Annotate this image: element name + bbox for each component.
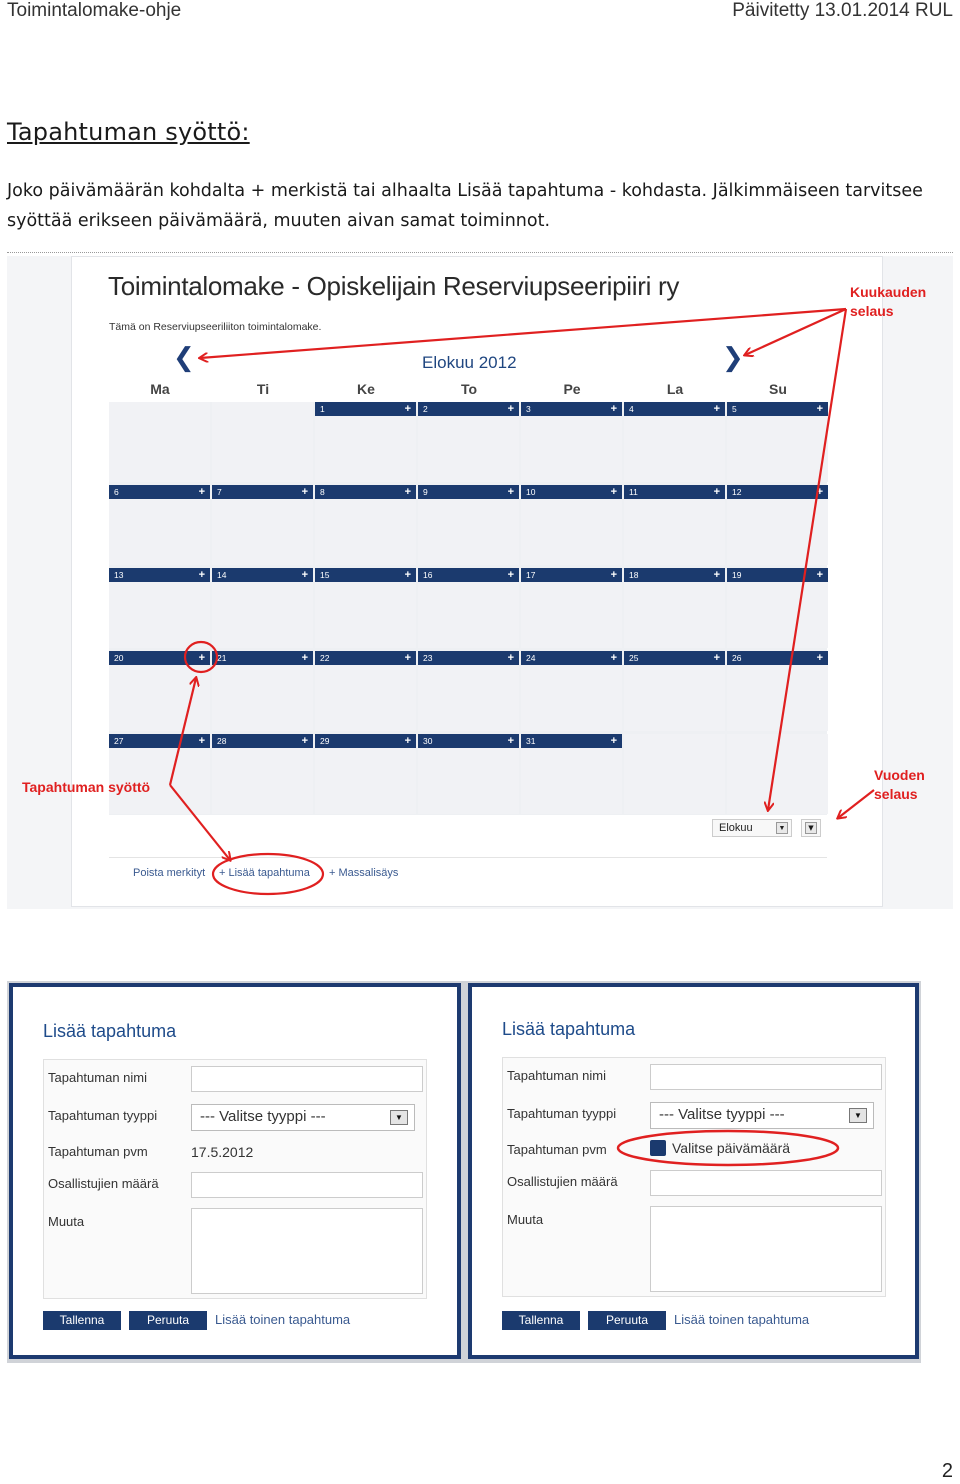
day-header bbox=[315, 402, 416, 416]
calendar-panel bbox=[71, 256, 883, 907]
chevron-down-icon[interactable]: ▼ bbox=[805, 822, 817, 834]
add-event-plus-icon[interactable]: + bbox=[713, 403, 720, 415]
form-fields bbox=[502, 1057, 886, 1297]
calendar-day-cell[interactable] bbox=[212, 568, 313, 648]
day-header bbox=[418, 651, 519, 665]
add-event-plus-icon[interactable]: + bbox=[507, 652, 514, 664]
weekday-header: Ti bbox=[256, 381, 270, 397]
day-header bbox=[109, 651, 210, 665]
calendar-day-cell[interactable] bbox=[521, 651, 622, 731]
intro-paragraph: Joko päivämäärän kohdalta + merkistä tai alhaalta Lisää tapahtuma - kohdasta. Jälkimmäiseen tarvitsee syöttää erikseen päivämäärä, muuten aivan samat toiminnot. bbox=[7, 181, 923, 231]
calendar-day-cell[interactable] bbox=[418, 485, 519, 565]
label-event-name: Tapahtuman nimi bbox=[48, 1070, 147, 1085]
calendar-day-cell[interactable] bbox=[109, 485, 210, 565]
add-event-plus-icon[interactable]: + bbox=[507, 569, 514, 581]
add-event-plus-icon[interactable]: + bbox=[816, 569, 823, 581]
day-header bbox=[418, 568, 519, 582]
calendar-day-cell[interactable] bbox=[212, 651, 313, 731]
day-header bbox=[418, 734, 519, 748]
day-number: 16 bbox=[423, 570, 433, 580]
date-picker[interactable] bbox=[650, 1140, 790, 1156]
day-header bbox=[212, 651, 313, 665]
dialog-title: Lisää tapahtuma bbox=[502, 1019, 636, 1039]
day-number: 8 bbox=[320, 487, 325, 497]
calendar-day-cell[interactable] bbox=[521, 402, 622, 482]
section-heading: Tapahtuman syöttö: bbox=[7, 118, 250, 146]
year-select[interactable] bbox=[801, 819, 821, 837]
day-header bbox=[315, 651, 416, 665]
label-event-date: Tapahtuman pvm bbox=[507, 1142, 607, 1157]
add-another-link[interactable]: Lisää toinen tapahtuma bbox=[215, 1312, 351, 1327]
calendar-day-cell[interactable] bbox=[418, 568, 519, 648]
day-header bbox=[212, 734, 313, 748]
day-number: 25 bbox=[629, 653, 639, 663]
day-header bbox=[624, 651, 725, 665]
participants-input[interactable] bbox=[191, 1172, 423, 1198]
prev-month-button[interactable]: ❮ bbox=[173, 343, 195, 373]
add-event-plus-icon[interactable]: + bbox=[507, 486, 514, 498]
day-header bbox=[315, 485, 416, 499]
add-event-plus-icon[interactable]: + bbox=[713, 569, 720, 581]
day-number: 6 bbox=[114, 487, 119, 497]
event-type-select[interactable] bbox=[650, 1102, 874, 1129]
label-event-type: Tapahtuman tyyppi bbox=[507, 1106, 617, 1121]
calendar-day-cell[interactable] bbox=[727, 651, 828, 731]
day-number: 3 bbox=[526, 404, 531, 414]
day-header bbox=[418, 485, 519, 499]
calendar-grid bbox=[109, 402, 827, 815]
day-number: 28 bbox=[217, 736, 227, 746]
add-event-plus-icon[interactable]: + bbox=[713, 486, 720, 498]
chevron-down-icon[interactable]: ▼ bbox=[390, 1110, 408, 1125]
calendar-day-cell[interactable] bbox=[315, 568, 416, 648]
day-header bbox=[727, 651, 828, 665]
document-title: Toimintalomake-ohje bbox=[7, 0, 182, 21]
calendar-day-cell[interactable] bbox=[109, 651, 210, 731]
dotted-divider bbox=[7, 252, 953, 253]
label-event-name: Tapahtuman nimi bbox=[507, 1068, 606, 1083]
event-date-value[interactable]: 17.5.2012 bbox=[191, 1144, 254, 1160]
calendar-day-cell bbox=[624, 734, 725, 814]
day-number: 24 bbox=[526, 653, 536, 663]
day-number: 7 bbox=[217, 487, 222, 497]
day-number: 5 bbox=[732, 404, 737, 414]
month-label: Elokuu 2012 bbox=[422, 353, 517, 372]
event-entry-annotation: Tapahtuman syöttö bbox=[22, 779, 151, 795]
calendar-title: Toimintalomake - Opiskelijain Reserviupseeripiiri ry bbox=[108, 271, 680, 301]
day-number: 17 bbox=[526, 570, 536, 580]
day-number: 10 bbox=[526, 487, 536, 497]
date-picker-placeholder: Valitse päivämäärä bbox=[672, 1140, 791, 1156]
event-type-value: --- Valitse tyyppi --- bbox=[200, 1108, 326, 1125]
calendar-day-cell[interactable] bbox=[212, 485, 313, 565]
calendar-day-cell[interactable] bbox=[109, 568, 210, 648]
calendar-day-cell[interactable] bbox=[727, 568, 828, 648]
day-header bbox=[212, 485, 313, 499]
calendar-day-cell[interactable] bbox=[727, 485, 828, 565]
add-event-plus-icon[interactable]: + bbox=[610, 735, 617, 747]
calendar-subtitle: Tämä on Reserviupseeriliiton toimintalomake. bbox=[109, 321, 322, 333]
add-another-link[interactable]: Lisää toinen tapahtuma bbox=[674, 1312, 810, 1327]
day-number: 20 bbox=[114, 653, 124, 663]
day-header bbox=[521, 568, 622, 582]
annotation-line: Vuoden bbox=[874, 767, 925, 783]
day-header bbox=[624, 402, 725, 416]
add-event-plus-icon[interactable]: + bbox=[404, 735, 411, 747]
day-header bbox=[727, 568, 828, 582]
add-event-plus-icon[interactable]: + bbox=[610, 569, 617, 581]
annotation-line: Kuukauden bbox=[850, 284, 927, 300]
calendar-day-cell[interactable] bbox=[109, 734, 210, 814]
label-event-date: Tapahtuman pvm bbox=[48, 1144, 148, 1159]
calendar-day-cell[interactable] bbox=[521, 485, 622, 565]
day-number: 30 bbox=[423, 736, 433, 746]
save-button[interactable]: Tallenna bbox=[43, 1311, 121, 1330]
add-event-plus-icon[interactable]: + bbox=[507, 403, 514, 415]
day-header bbox=[521, 402, 622, 416]
calendar-day-cell[interactable] bbox=[212, 734, 313, 814]
add-event-plus-icon[interactable]: + bbox=[301, 569, 308, 581]
weekday-header: To bbox=[460, 381, 478, 397]
day-number: 9 bbox=[423, 487, 428, 497]
calendar-day-cell[interactable] bbox=[418, 402, 519, 482]
day-header bbox=[727, 402, 828, 416]
add-event-plus-icon[interactable]: + bbox=[610, 486, 617, 498]
other-textarea[interactable] bbox=[191, 1208, 423, 1294]
calendar-day-cell[interactable] bbox=[624, 402, 725, 482]
day-number: 18 bbox=[629, 570, 639, 580]
label-other: Muuta bbox=[507, 1212, 544, 1227]
label-participants: Osallistujien määrä bbox=[48, 1176, 159, 1191]
day-number: 4 bbox=[629, 404, 634, 414]
event-name-input[interactable] bbox=[650, 1064, 882, 1090]
day-header bbox=[624, 485, 725, 499]
add-event-plus-icon[interactable]: + bbox=[301, 652, 308, 664]
calendar-day-cell[interactable] bbox=[624, 485, 725, 565]
updated-date: Päivitetty 13.01.2014 RUL bbox=[732, 0, 953, 21]
chevron-down-icon[interactable]: ▼ bbox=[776, 822, 788, 834]
day-number: 15 bbox=[320, 570, 330, 580]
day-number: 13 bbox=[114, 570, 124, 580]
dialog-title: Lisää tapahtuma bbox=[43, 1021, 177, 1041]
day-header bbox=[109, 568, 210, 582]
event-type-value: --- Valitse tyyppi --- bbox=[659, 1106, 785, 1123]
add-event-plus-icon[interactable]: + bbox=[198, 569, 205, 581]
day-number: 2 bbox=[423, 404, 428, 414]
chevron-down-icon[interactable]: ▼ bbox=[849, 1108, 867, 1123]
add-event-plus-icon[interactable]: + bbox=[198, 652, 205, 664]
month-select-value: Elokuu bbox=[719, 822, 753, 834]
weekday-header: Pe bbox=[563, 381, 581, 397]
day-header bbox=[727, 485, 828, 499]
calendar-day-cell[interactable] bbox=[418, 651, 519, 731]
day-number: 19 bbox=[732, 570, 742, 580]
add-event-plus-icon[interactable]: + bbox=[816, 652, 823, 664]
calendar-day-cell[interactable] bbox=[315, 734, 416, 814]
day-header bbox=[624, 568, 725, 582]
day-header bbox=[212, 568, 313, 582]
other-textarea[interactable] bbox=[650, 1206, 882, 1292]
cancel-button[interactable]: Peruuta bbox=[129, 1311, 207, 1330]
day-number: 26 bbox=[732, 653, 742, 663]
add-event-plus-icon[interactable]: + bbox=[404, 569, 411, 581]
forms-screenshot bbox=[7, 981, 921, 1363]
day-header bbox=[521, 734, 622, 748]
calendar-day-cell bbox=[212, 402, 313, 482]
mass-add-link[interactable]: + Massalisäys bbox=[329, 867, 399, 879]
add-event-plus-icon[interactable]: + bbox=[507, 735, 514, 747]
label-other: Muuta bbox=[48, 1214, 85, 1229]
add-event-plus-icon[interactable]: + bbox=[404, 652, 411, 664]
day-number: 21 bbox=[217, 653, 227, 663]
day-number: 27 bbox=[114, 736, 124, 746]
year-nav-annotation bbox=[874, 766, 925, 804]
add-event-dialog bbox=[9, 983, 461, 1359]
day-number: 1 bbox=[320, 404, 325, 414]
add-event-plus-icon[interactable]: + bbox=[198, 486, 205, 498]
calendar-screenshot bbox=[7, 256, 953, 909]
add-event-link[interactable]: + Lisää tapahtuma bbox=[219, 867, 310, 879]
add-event-dialog bbox=[468, 983, 919, 1359]
day-header bbox=[315, 734, 416, 748]
add-event-plus-icon[interactable]: + bbox=[610, 652, 617, 664]
calendar-day-cell[interactable] bbox=[521, 734, 622, 814]
add-event-plus-icon[interactable]: + bbox=[816, 486, 823, 498]
day-header bbox=[315, 568, 416, 582]
weekday-header: Ma bbox=[150, 381, 170, 397]
form-fields bbox=[43, 1059, 427, 1299]
day-number: 12 bbox=[732, 487, 742, 497]
weekday-header: Su bbox=[769, 381, 787, 397]
delete-marked-link[interactable]: Poista merkityt bbox=[133, 867, 206, 879]
day-header bbox=[521, 485, 622, 499]
cancel-button[interactable]: Peruuta bbox=[588, 1311, 666, 1330]
add-event-plus-icon[interactable]: + bbox=[404, 486, 411, 498]
day-header bbox=[521, 651, 622, 665]
calendar-icon[interactable] bbox=[650, 1140, 666, 1156]
event-name-input[interactable] bbox=[191, 1066, 423, 1092]
add-event-plus-icon[interactable]: + bbox=[404, 403, 411, 415]
day-number: 31 bbox=[526, 736, 536, 746]
label-participants: Osallistujien määrä bbox=[507, 1174, 618, 1189]
day-number: 14 bbox=[217, 570, 227, 580]
save-button[interactable]: Tallenna bbox=[502, 1311, 580, 1330]
day-header bbox=[109, 734, 210, 748]
divider bbox=[109, 857, 827, 858]
day-number: 22 bbox=[320, 653, 330, 663]
calendar-day-cell[interactable] bbox=[624, 568, 725, 648]
add-event-plus-icon[interactable]: + bbox=[198, 735, 205, 747]
next-month-button[interactable]: ❯ bbox=[722, 343, 744, 373]
calendar-day-cell[interactable] bbox=[624, 651, 725, 731]
day-number: 23 bbox=[423, 653, 433, 663]
calendar-day-cell[interactable] bbox=[315, 651, 416, 731]
calendar-day-cell[interactable] bbox=[418, 734, 519, 814]
weekday-header: Ke bbox=[357, 381, 375, 397]
month-select[interactable] bbox=[712, 819, 792, 837]
add-event-plus-icon[interactable]: + bbox=[301, 735, 308, 747]
add-event-plus-icon[interactable]: + bbox=[301, 486, 308, 498]
add-event-plus-icon[interactable]: + bbox=[610, 403, 617, 415]
annotation-line: selaus bbox=[850, 303, 894, 319]
calendar-day-cell[interactable] bbox=[727, 402, 828, 482]
page-number: 2 bbox=[941, 1460, 953, 1482]
month-nav-annotation bbox=[850, 283, 926, 321]
calendar-day-cell[interactable] bbox=[315, 402, 416, 482]
day-header bbox=[418, 402, 519, 416]
weekday-header: La bbox=[666, 381, 684, 397]
annotation-line: selaus bbox=[874, 786, 918, 802]
add-event-plus-icon[interactable]: + bbox=[713, 652, 720, 664]
calendar-day-cell bbox=[727, 734, 828, 814]
event-type-select[interactable] bbox=[191, 1104, 415, 1131]
day-header bbox=[109, 485, 210, 499]
calendar-day-cell[interactable] bbox=[315, 485, 416, 565]
calendar-day-cell bbox=[109, 402, 210, 482]
calendar-day-cell[interactable] bbox=[521, 568, 622, 648]
add-event-plus-icon[interactable]: + bbox=[816, 403, 823, 415]
label-event-type: Tapahtuman tyyppi bbox=[48, 1108, 158, 1123]
participants-input[interactable] bbox=[650, 1170, 882, 1196]
day-number: 29 bbox=[320, 736, 330, 746]
day-number: 11 bbox=[629, 487, 638, 497]
